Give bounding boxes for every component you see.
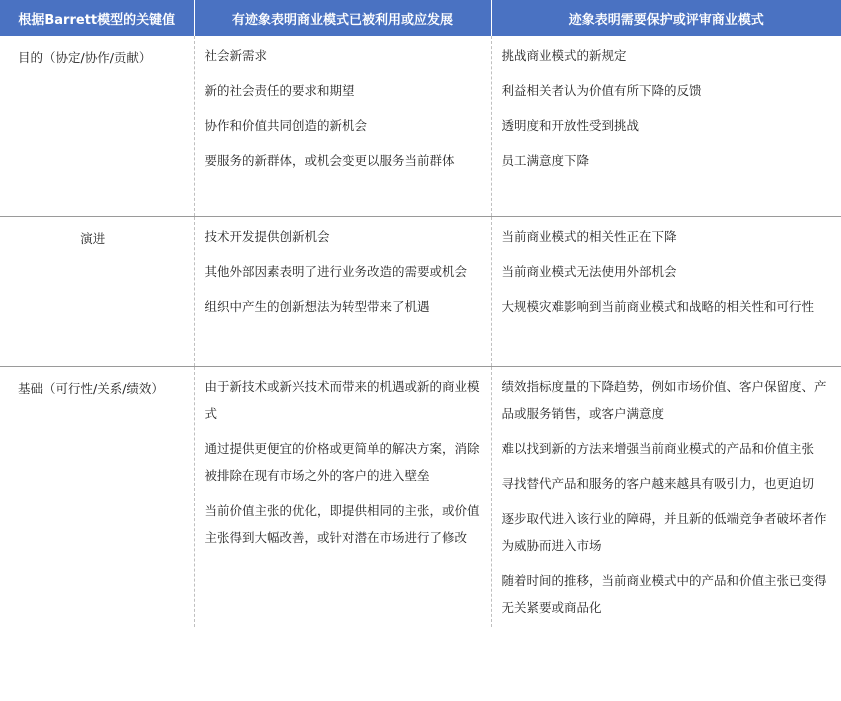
list-item: 逐步取代进入该行业的障碍，并且新的低端竞争者破坏者作为威胁而进入市场 [501,510,827,553]
list-item: 寻找替代产品和服务的客户越来越具有吸引力，也更迫切 [501,475,815,491]
table-row [0,36,841,216]
list-item: 由于新技术或新兴技术而带来的机遇或新的商业模式 [204,378,480,421]
table-body [0,36,841,627]
row-key-purpose: 目的（协定/协作/贡献） [18,50,152,65]
list-item: 当前商业模式无法使用外部机会 [501,263,677,279]
list-item: 透明度和开放性受到挑战 [501,118,640,133]
exploit-list [195,217,491,326]
table-header [0,0,841,36]
exploit-cell [194,366,491,627]
list-item: 社会新需求 [204,48,268,63]
exploit-list [195,367,491,557]
list-item: 新的社会责任的要求和期望 [204,83,355,98]
row-key-cell [0,216,194,366]
protect-list [492,367,841,627]
row-key-cell [0,366,194,627]
row-key-cell [0,36,194,216]
list-item: 其他外部因素表明了进行业务改造的需要或机会 [204,263,468,279]
row-key-evolution: 演进 [80,230,106,246]
list-item: 难以找到新的方法来增强当前商业模式的产品和价值主张 [501,440,815,456]
list-item: 挑战商业模式的新规定 [501,48,627,63]
list-item: 随着时间的推移，当前商业模式中的产品和价值主张已变得无关紧要或商品化 [501,572,827,615]
row-key-foundation: 基础（可行性/关系/绩效） [18,380,164,396]
protect-cell [491,216,841,366]
header-protect-or-review: 迹象表明需要保护或评审商业模式 [491,0,841,36]
list-item: 当前商业模式的相关性正在下降 [501,228,677,244]
list-item: 大规模灾难影响到当前商业模式和战略的相关性和可行性 [501,298,815,314]
table-row [0,366,841,627]
protect-cell [491,366,841,627]
exploit-cell [194,36,491,216]
list-item: 绩效指标度量的下降趋势，例如市场价值、客户保留度、产品或服务销售，或客户满意度 [501,378,827,421]
list-item: 利益相关者认为价值有所下降的反馈 [501,83,702,98]
header-row [0,0,841,36]
header-key-values: 根据Barrett模型的关键值 [0,0,194,36]
table-row [0,216,841,366]
exploit-cell [194,216,491,366]
exploit-list [195,36,491,180]
protect-list [492,217,841,326]
header-exploit-or-develop: 有迹象表明商业模式已被利用或应发展 [194,0,491,36]
protect-list [492,36,841,180]
list-item: 通过提供更便宜的价格或更简单的解决方案，消除被排除在现有市场之外的客户的进入壁垒 [204,440,480,483]
list-item: 协作和价值共同创造的新机会 [204,118,368,133]
list-item: 技术开发提供创新机会 [204,228,330,244]
list-item: 当前价值主张的优化，即提供相同的主张，或价值主张得到大幅改善，或针对潜在市场进行了修改 [204,502,480,545]
list-item: 组织中产生的创新想法为转型带来了机遇 [204,298,430,314]
protect-cell [491,36,841,216]
list-item: 员工满意度下降 [501,153,590,168]
list-item: 要服务的新群体，或机会变更以服务当前群体 [204,153,455,168]
